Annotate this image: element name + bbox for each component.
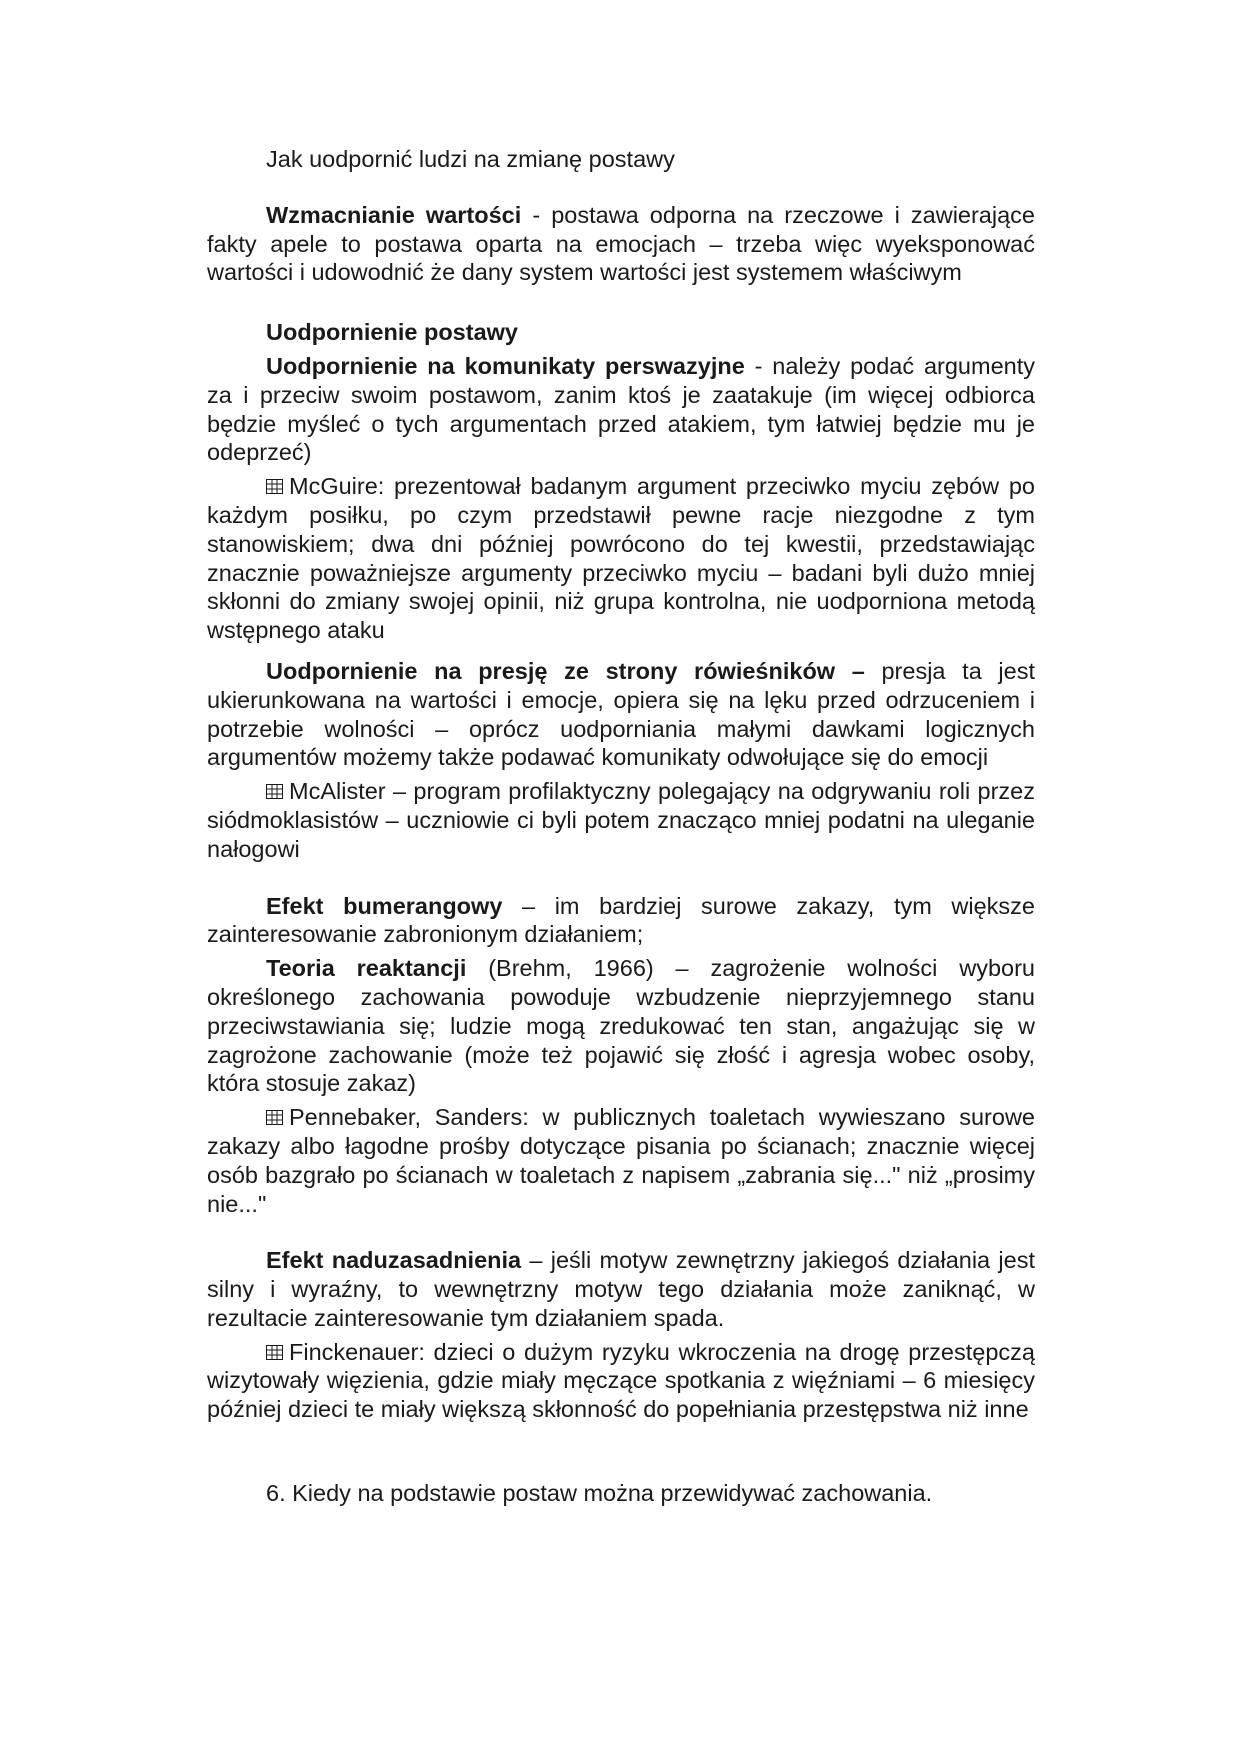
paragraph-text: – im bardziej surowe zakazy, tym większe zainteresowanie zabronionym działaniem;	[207, 892, 1036, 948]
paragraph-wzmacnianie	[207, 201, 1035, 287]
paragraph-text: McGuire: prezentował badanym argument przeciwko myciu zębów po każdym posiłku, po czym przedstawił pewne racje niezgodne z tym stanowiskiem; dwa dni później powrócono do tej kwestii, przedstawiając znacznie poważniejsze argumenty przeciwko myciu – badani byli dużo mniej skłonni do zmiany swojej opinii, niż grupa kontrolna, nie uodporniona metodą wstępnego ataku	[207, 473, 1035, 644]
term: Uodpornienie na presję ze strony rówieśników –	[266, 657, 865, 684]
paragraph-text: Pennebaker, Sanders: w publicznych toaletach wywieszano surowe zakazy albo łagodne prośby dotyczące pisania po ścianach; znacznie więcej osób bazgrało po ścianach w toaletach z napisem „zabrania się..." niż „prosimy nie..."	[207, 1104, 1035, 1217]
term: Wzmacnianie wartości	[266, 201, 522, 228]
paragraph-text: - postawa odporna na rzeczowe i zawierające fakty apele to postawa oparta na emocjach – trzeba więc wyeksponować wartości i udowodnić że dany system wartości jest systemem właściwym	[207, 201, 1035, 286]
paragraph-naduzasadnienie	[207, 1246, 1035, 1332]
paragraph-mcguire	[207, 472, 1035, 645]
paragraph-text: Finckenauer: dzieci o dużym ryzyku wkroczenia na drogę przestępczą wizytowały więzienia, gdzie miały męczące spotkania z więźniami – 6 miesięcy później dzieci te miały większą skłonność do popełniania przestępstwa niż inne	[207, 1338, 1035, 1423]
paragraph-pennebaker	[207, 1103, 1035, 1218]
question-heading: 6. Kiedy na podstawie postaw można przewidywać zachowania.	[266, 1480, 933, 1507]
grid-icon	[266, 1345, 283, 1360]
paragraph-presja	[207, 657, 1035, 772]
paragraph-mcalister	[207, 777, 1035, 863]
paragraph-text: – jeśli motyw zewnętrzny jakiegoś działania jest silny i wyraźny, to wewnętrzny motyw tego działania może zaniknąć, w rezultacie zainteresowanie tym działaniem spada.	[207, 1247, 1035, 1331]
paragraph-text: (Brehm, 1966) – zagrożenie wolności wyboru określonego zachowania powoduje wzbudzenie nieprzyjemnego stanu przeciwstawiania się; ludzie mogą zredukować ten stan, angażując się w zagrożone zachowanie (może też pojawić się złość i agresja wobec osoby, która stosuje zakaz)	[207, 955, 1035, 1097]
term: Efekt bumerangowy	[266, 892, 503, 919]
paragraph-uodpornienie-komunikaty	[207, 352, 1035, 467]
term: Efekt naduzasadnienia	[266, 1247, 522, 1274]
heading: Jak uodpornić ludzi na zmianę postawy	[266, 146, 675, 172]
paragraph-text: - należy podać argumenty za i przeciw swoim postawom, zanim ktoś je zaatakuje (im więcej odbiorca będzie myśleć o tych argumentach przed atakiem, tym łatwiej będzie mu je odeprzeć)	[207, 352, 1035, 466]
section-title: Uodpornienie postawy	[266, 319, 518, 346]
term: Teoria reaktancji	[266, 955, 467, 982]
paragraph-bumerang	[207, 892, 1035, 950]
paragraph-finckenauer	[207, 1338, 1035, 1424]
grid-icon	[266, 1110, 283, 1125]
paragraph-text: McAlister – program profilaktyczny polegający na odgrywaniu roli przez siódmoklasistów – uczniowie ci byli potem znacząco mniej podatni na uleganie nałogowi	[207, 778, 1035, 862]
grid-icon	[266, 784, 283, 799]
term: Uodpornienie na komunikaty perswazyjne	[266, 352, 745, 379]
paragraph-text: presja ta jest ukierunkowana na wartości i emocje, opiera się na lęku przed odrzuceniem i potrzebie wolności – oprócz uodporniania małymi dawkami logicznych argumentów możemy także podawać komunikaty odwołujące się do emocji	[207, 657, 1035, 771]
paragraph-reaktancja	[207, 954, 1035, 1098]
grid-icon	[266, 479, 283, 494]
